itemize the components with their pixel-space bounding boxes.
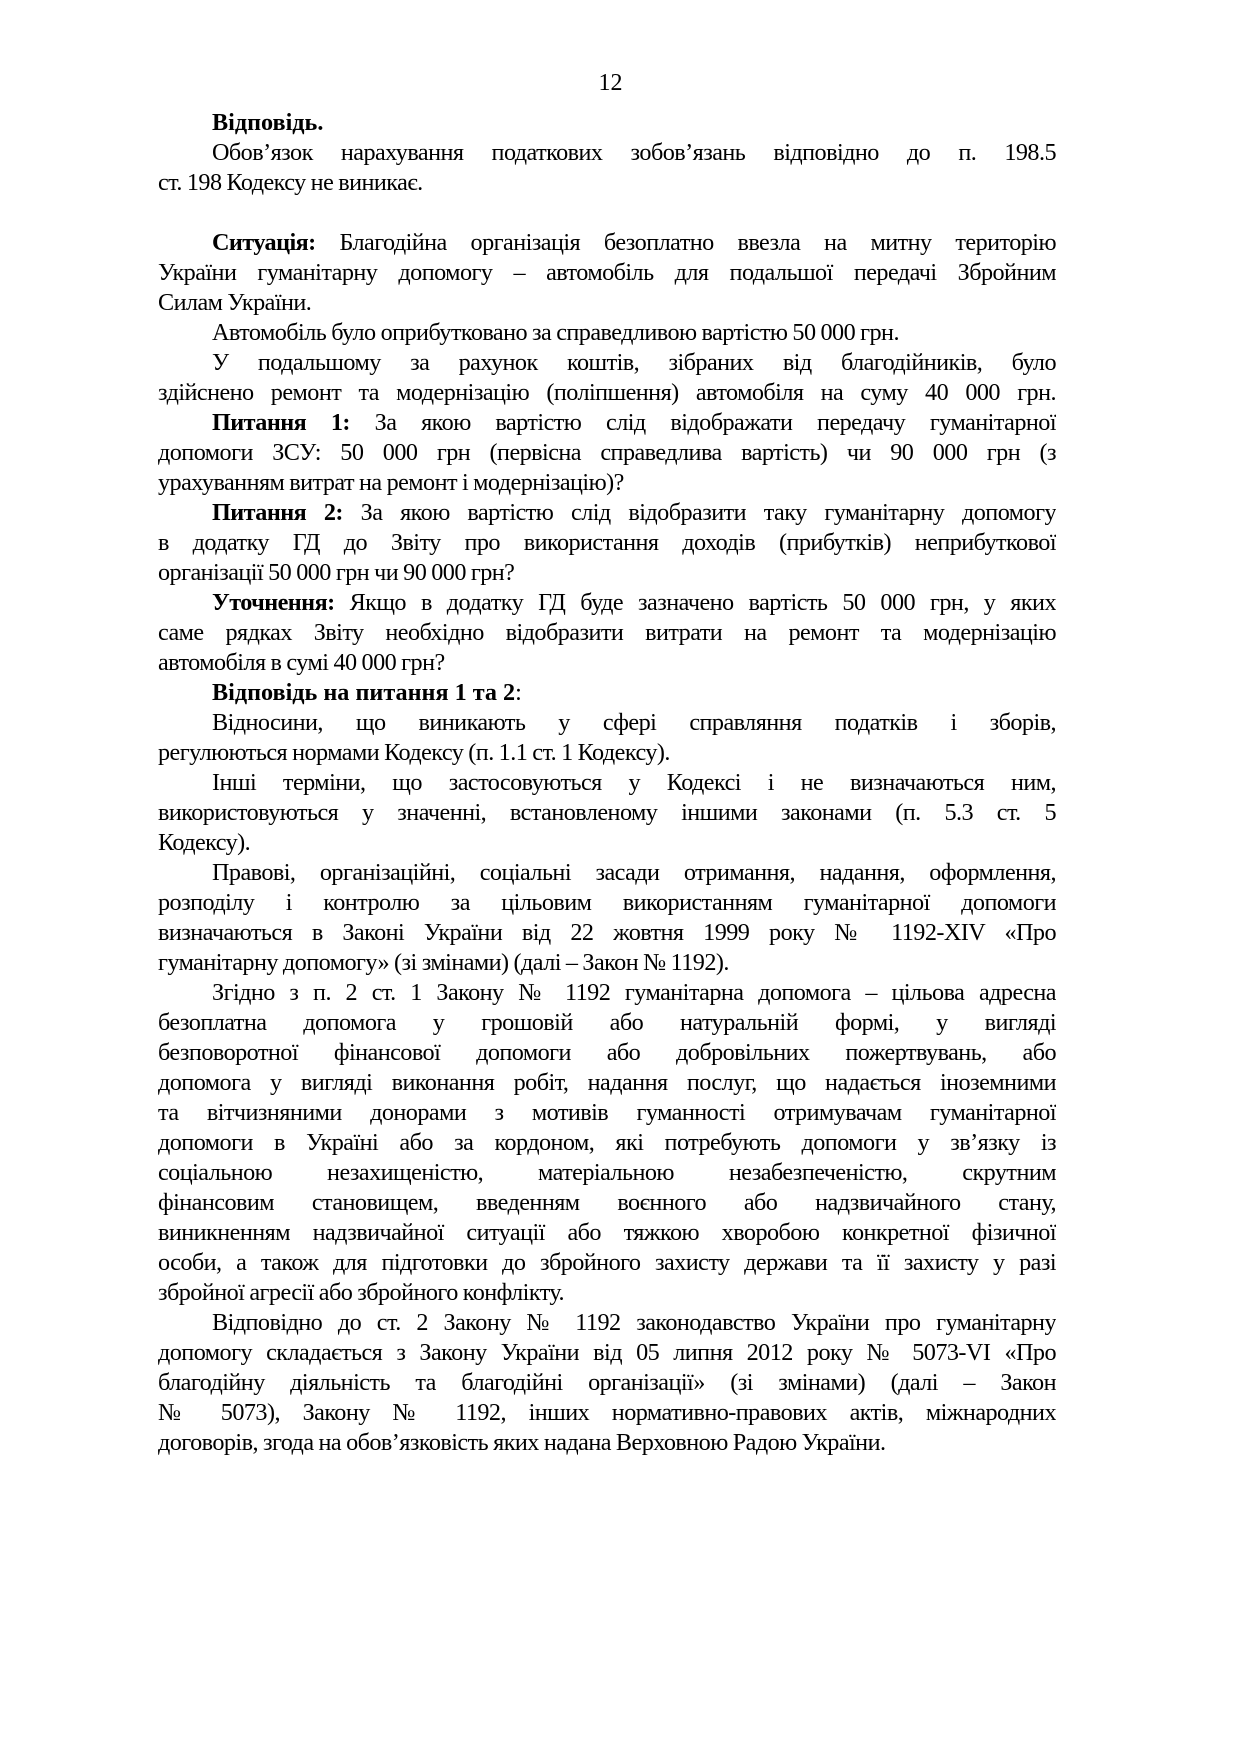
- paragraph-line: Обов’язок нарахування податкових зобов’язань відповідно до п. 198.5: [212, 139, 1056, 166]
- page-number: 12: [598, 70, 623, 96]
- paragraph-line: Правові, організаційні, соціальні засади отримання, надання, оформлення,: [212, 859, 1056, 886]
- paragraph-line: благодійну діяльність та благодійні організації» (зі змінами) (далі – Закон: [158, 1369, 1056, 1396]
- paragraph-line: особи, а також для підготовки до збройного захисту держави та її захисту у разі: [158, 1249, 1056, 1276]
- paragraph-line: саме рядках Звіту необхідно відобразити витрати на ремонт та модернізацію: [158, 619, 1056, 646]
- paragraph-line: здійснено ремонт та модернізацію (поліпшення) автомобіля на суму 40 000 грн.: [158, 379, 1056, 406]
- paragraph-line: Відповідно до ст. 2 Закону № 1192 законодавство України про гуманітарну: [212, 1309, 1056, 1336]
- paragraph-line: Автомобіль було оприбутковано за справедливою вартістю 50 000 грн.: [212, 319, 899, 346]
- paragraph-line: Інші терміни, що застосовуються у Кодексі і не визначаються ним,: [212, 769, 1056, 796]
- paragraph-line: У подальшому за рахунок коштів, зібраних від благодійників, було: [212, 349, 1056, 376]
- blank-line: [158, 198, 1056, 228]
- paragraph-line: Згідно з п. 2 ст. 1 Закону № 1192 гуманітарна допомога – цільова адресна: [212, 979, 1056, 1006]
- question-1-line: Питання 1: За якою вартістю слід відображати передачу гуманітарної: [212, 409, 1056, 436]
- paragraph-line: організації 50 000 грн чи 90 000 грн?: [158, 559, 515, 586]
- paragraph-line: № 5073), Закону № 1192, інших нормативно-правових актів, міжнародних: [158, 1399, 1056, 1426]
- paragraph-line: збройної агресії або збройного конфлікту.: [158, 1279, 565, 1306]
- paragraph-line: безповоротної фінансової допомоги або добровільних пожертвувань, або: [158, 1039, 1056, 1066]
- paragraph-line: гуманітарну допомогу» (зі змінами) (далі – Закон № 1192).: [158, 949, 729, 976]
- paragraph-line: Силам України.: [158, 289, 312, 316]
- answer-section: [158, 108, 1056, 198]
- paragraph-line: автомобіля в сумі 40 000 грн?: [158, 649, 445, 676]
- paragraph-line: розподілу і контролю за цільовим використанням гуманітарної допомоги: [158, 889, 1056, 916]
- paragraph-line: фінансовим становищем, введенням воєнного або надзвичайного стану,: [158, 1189, 1056, 1216]
- answer-heading: Відповідь.: [212, 109, 324, 136]
- paragraph-line: допомоги в Україні або за кордоном, які потребують допомоги у зв’язку із: [158, 1129, 1056, 1156]
- paragraph-line: договорів, згода на обов’язковість яких надана Верховною Радою України.: [158, 1429, 886, 1456]
- paragraph-line: України гуманітарну допомогу – автомобіль для подальшої передачі Збройним: [158, 259, 1056, 286]
- answer-1-2-heading: Відповідь на питання 1 та 2:: [212, 679, 522, 706]
- situation-line: Ситуація: Благодійна організація безоплатно ввезла на митну територію: [212, 229, 1056, 256]
- paragraph-line: Відносини, що виникають у сфері справляння податків і зборів,: [212, 709, 1056, 736]
- paragraph-line: безоплатна допомога у грошовій або натуральній формі, у вигляді: [158, 1009, 1056, 1036]
- paragraph-line: використовуються у значенні, встановленому іншими законами (п. 5.3 ст. 5: [158, 799, 1056, 826]
- paragraph-line: Кодексу).: [158, 829, 251, 856]
- situation-section: [158, 228, 1056, 678]
- paragraph-line: соціальною незахищеністю, матеріальною незабезпеченістю, скрутним: [158, 1159, 1056, 1186]
- paragraph-line: допомога у вигляді виконання робіт, надання послуг, що надається іноземними: [158, 1069, 1056, 1096]
- paragraph-line: регулюються нормами Кодексу (п. 1.1 ст. 1 Кодексу).: [158, 739, 670, 766]
- paragraph-line: визначаються в Законі України від 22 жовтня 1999 року № 1192-XIV «Про: [158, 919, 1056, 946]
- paragraph-line: виникненням надзвичайної ситуації або тяжкою хворобою конкретної фізичної: [158, 1219, 1056, 1246]
- paragraph-line: допомоги ЗСУ: 50 000 грн (первісна справедлива вартість) чи 90 000 грн (з: [158, 439, 1056, 466]
- paragraph-line: допомогу складається з Закону України від 05 липня 2012 року № 5073-VI «Про: [158, 1339, 1056, 1366]
- answer-1-2-section: [158, 678, 1056, 1458]
- question-2-line: Питання 2: За якою вартістю слід відобразити таку гуманітарну допомогу: [212, 499, 1056, 526]
- document-body: [158, 108, 1056, 1458]
- paragraph-line: урахуванням витрат на ремонт і модернізацію)?: [158, 469, 624, 496]
- paragraph-line: та вітчизняними донорами з мотивів гуманності отримувачам гуманітарної: [158, 1099, 1056, 1126]
- paragraph-line: ст. 198 Кодексу не виникає.: [158, 169, 423, 196]
- clarification-line: Уточнення: Якщо в додатку ГД буде зазначено вартість 50 000 грн, у яких: [212, 589, 1056, 616]
- paragraph-line: в додатку ГД до Звіту про використання доходів (прибутків) неприбуткової: [158, 529, 1056, 556]
